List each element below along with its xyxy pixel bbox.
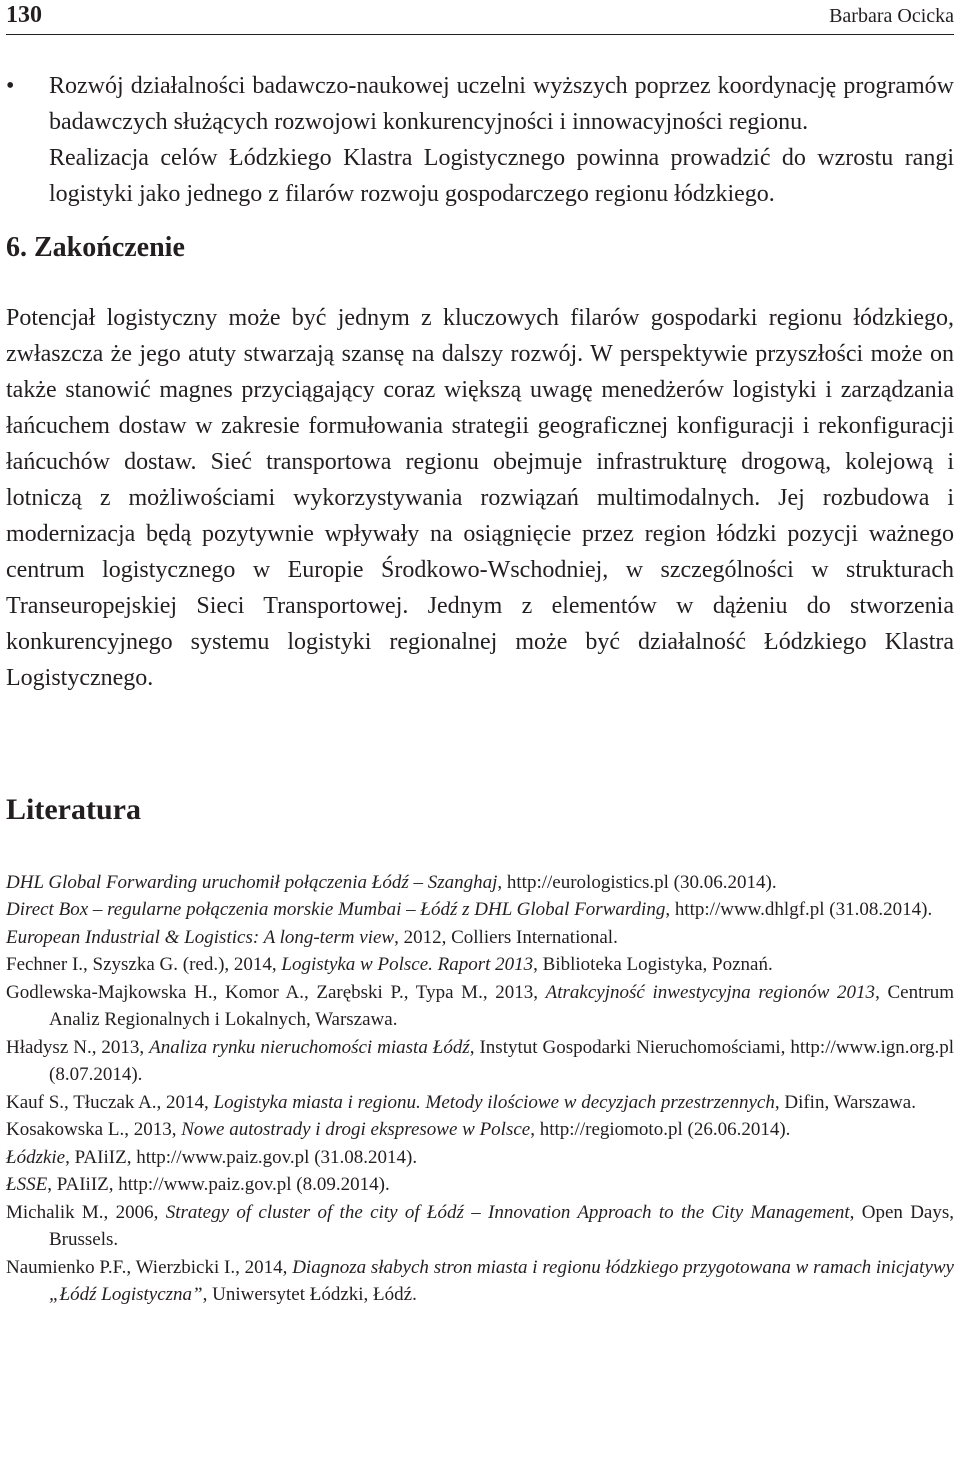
- reference-part: Atrakcyjność inwestycyjna regionów 2013: [545, 981, 876, 1003]
- conclusion-paragraph: Potencjał logistyczny może być jednym z kluczowych filarów gospodarki regionu łódzkiego, zwłaszcza że jego atuty stwarzają szansę na dalszy rozwój. W perspektywie przyszłości może on także stanowić magnes przyciągający coraz większą uwagę menedżerów logistyki i zarządzania łańcuchem dostaw w zakresie formułowania strategii geograficznej konfiguracji i rekonfiguracji łańcuchów dostaw. Sieć transportowa regionu obejmuje infrastrukturę drogową, kolejową i lotniczą z możliwościami wykorzystywania rozwiązań multimodalnych. Jej rozbudowa i modernizacja będą pozytywnie wpływały na osiągnięcie przez region łódzki pozycji ważnego centrum logistycznego w Europie Środkowo-Wschodniej, w szczególności w strukturach Transeuropejskiej Sieci Transportowej. Jednym z elementów w dążeniu do stworzenia konkurencyjnego systemu logistyki regionalnej może być działalność Łódzkiego Klastra Logistycznego.: [6, 305, 954, 691]
- reference-list: [6, 869, 954, 1309]
- reference-part: DHL Global Forwarding uruchomił połączenia Łódź – Szanghaj: [6, 871, 498, 893]
- reference-part: , Open Days, Brussels.: [49, 1201, 955, 1251]
- page-content: [6, 68, 954, 1309]
- section-heading: 6. Zakończenie: [6, 232, 185, 263]
- reference-part: , PAIiIZ, http://www.paiz.gov.pl (8.09.2014).: [47, 1174, 390, 1196]
- reference-part: , Difin, Warszawa.: [774, 1091, 916, 1113]
- literature-heading: Literatura: [6, 793, 141, 826]
- reference-part: , http://eurologistics.pl (30.06.2014).: [497, 871, 777, 893]
- reference-part: Logistyka miasta i regionu. Metody ilościowe w decyzjach przestrzennych: [213, 1091, 775, 1113]
- reference-part: Diagnoza słabych stron miasta i regionu łódzkiego przygotowana w ramach inicjatywy „Łódź Logistyczna”: [49, 1256, 954, 1306]
- reference-item: [6, 1089, 954, 1117]
- reference-part: , Uniwersytet Łódzki, Łódź.: [202, 1284, 417, 1306]
- reference-item: [6, 1034, 954, 1089]
- reference-item: [6, 1116, 954, 1144]
- reference-item: [6, 1144, 954, 1172]
- reference-item: [6, 1199, 954, 1254]
- reference-part: , 2012, Colliers International.: [394, 926, 618, 948]
- reference-part: European Industrial & Logistics: A long-term view: [6, 926, 395, 948]
- reference-part: , Instytut Gospodarki Nieruchomościami, http://www.ign.org.pl (8.07.2014).: [49, 1036, 954, 1086]
- reference-item: [6, 896, 954, 924]
- reference-part: , Centrum Analiz Regionalnych i Lokalnych, Warszawa.: [49, 981, 954, 1031]
- page-number: 130: [6, 2, 42, 28]
- reference-item: [6, 869, 954, 897]
- bullet-continuation: Realizacja celów Łódzkiego Klastra Logistycznego powinna prowadzić do wzrostu rangi logistyki jako jednego z filarów rozwoju gospodarczego regionu łódzkiego.: [49, 145, 954, 207]
- reference-part: , PAIiIZ, http://www.paiz.gov.pl (31.08.2014).: [65, 1146, 418, 1168]
- bullet-text: Rozwój działalności badawczo-naukowej uczelni wyższych poprzez koordynację programów badawczych służących rozwojowi konkurencyjności i innowacyjności regionu.: [49, 73, 954, 135]
- reference-part: , Biblioteka Logistyka, Poznań.: [533, 954, 773, 976]
- running-header: [6, 0, 954, 35]
- bullet-dot-icon: •: [6, 73, 15, 99]
- reference-item: [6, 1171, 954, 1199]
- bullet-item: [6, 68, 954, 140]
- reference-part: Analiza rynku nieruchomości miasta Łódź: [149, 1036, 470, 1058]
- reference-part: Kosakowska L., 2013,: [6, 1119, 182, 1141]
- reference-part: Kauf S., Tłuczak A., 2014,: [6, 1091, 214, 1113]
- reference-part: , http://www.dhlgf.pl (31.08.2014).: [665, 899, 933, 921]
- reference-part: Logistyka w Polsce. Raport 2013: [281, 954, 534, 976]
- reference-part: Direct Box – regularne połączenia morskie Mumbai – Łódź z DHL Global Forwarding: [6, 899, 666, 921]
- reference-part: Nowe autostrady i drogi ekspresowe w Polsce: [181, 1119, 531, 1141]
- reference-part: Fechner I., Szyszka G. (red.), 2014,: [6, 954, 282, 976]
- reference-part: Michalik M., 2006,: [6, 1201, 166, 1223]
- reference-part: Hładysz N., 2013,: [6, 1036, 150, 1058]
- reference-item: [6, 979, 954, 1034]
- running-author: Barbara Ocicka: [829, 5, 954, 27]
- reference-item: [6, 1254, 954, 1309]
- reference-part: ŁSSE: [6, 1174, 48, 1196]
- reference-item: [6, 924, 954, 952]
- reference-part: Strategy of cluster of the city of Łódź – Innovation Approach to the City Management: [165, 1201, 850, 1223]
- reference-part: Łódzkie: [6, 1146, 66, 1168]
- reference-part: Godlewska-Majkowska H., Komor A., Zarębski P., Typa M., 2013,: [6, 981, 546, 1003]
- reference-part: Naumienko P.F., Wierzbicki I., 2014,: [6, 1256, 293, 1278]
- reference-part: , http://regiomoto.pl (26.06.2014).: [530, 1119, 791, 1141]
- reference-item: [6, 951, 954, 979]
